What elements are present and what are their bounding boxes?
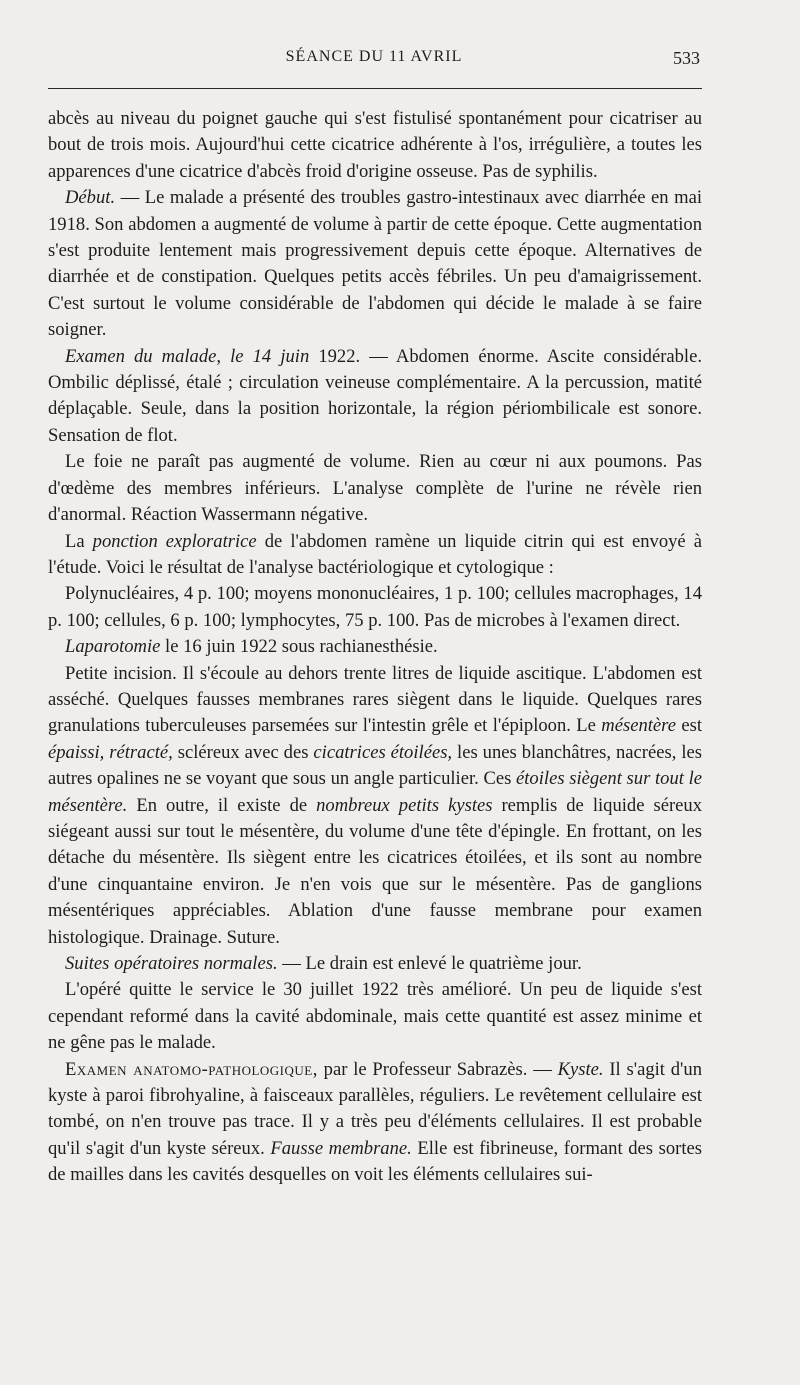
article-body bbox=[48, 106, 702, 1189]
paragraph-incision: Petite incision. Il s'écoule au dehors trente litres de liquide ascitique. L'abdomen est asséché. Quelques fausses membranes rares siègent dans le liquide. Quelques rares granulations tuberculeuses parsemées sur l'intestin grêle et l'épiploon. Le mésentère est épaissi, rétracté, scléreux avec des cicatrices étoilées, les unes blanchâtres, nacrées, les autres opalines ne se voyant que sous un angle particulier. Ces étoiles siègent sur tout le mésentère. En outre, il existe de nombreux petits kystes remplis de liquide séreux siégeant aussi sur tout le mésentère, du volume d'une tête d'épingle. En frottant, on les détache du mésentère. Ils siègent entre les cicatrices étoilées, et ils sont au nombre d'une cinquantaine environ. Je n'en vois que sur le mésentère. Pas de ganglions mésentériques appréciables. Ablation d'une fausse membrane pour examen histologique. Drainage. Suture. bbox=[48, 662, 702, 948]
paragraph-anatomo-pathologique: Examen anatomo-pathologique, par le Professeur Sabrazès. — Kyste. Il s'agit d'un kyste à paroi fibrohyaline, à faisceaux parallèles, réguliers. Le revêtement cellulaire est tombé, on n'en trouve pas trace. Il y a très peu d'éléments cellulaires. Il est probable qu'il s'agit d'un kyste séreux. Fausse membrane. Elle est fibrineuse, formant des sortes de mailles dans les cavités desquelles on voit les éléments cellulaires sui- bbox=[48, 1058, 703, 1186]
paragraph-suites: Suites opératoires normales. — Le drain est enlevé le quatrième jour. bbox=[65, 953, 582, 974]
paragraph-foie: Le foie ne paraît pas augmenté de volume. Rien au cœur ni aux poumons. Pas d'œdème des membres inférieurs. L'analyse complète de l'urine ne révèle rien d'anormal. Réaction Wassermann négative. bbox=[48, 451, 702, 526]
paragraph-debut: Début. — Le malade a présenté des troubles gastro-intestinaux avec diarrhée en mai 1918. Son abdomen a augmenté de volume à partir de cette époque. Cette augmentation s'est produite lentement mais progressivement depuis cette époque. Alternatives de diarrhée et de constipation. Quelques petits accès fébriles. Un peu d'amaigrissement. C'est surtout le volume considérable de l'abdomen qui décide le malade à se faire soigner. bbox=[48, 187, 702, 341]
paragraph-cytologie: Polynucléaires, 4 p. 100; moyens mononucléaires, 1 p. 100; cellules macrophages, 14 p. 100; cellules, 6 p. 100; lymphocytes, 75 p. 100. Pas de microbes à l'examen direct. bbox=[48, 583, 702, 631]
paragraph-sortie: L'opéré quitte le service le 30 juillet 1922 très amélioré. Un peu de liquide s'est cependant reformé dans la cavité abdominale, mais cette quantité est assez minime et ne gêne pas le malade. bbox=[48, 979, 702, 1054]
paragraph-ponction: La ponction exploratrice de l'abdomen ramène un liquide citrin qui est envoyé à l'étude. Voici le résultat de l'analyse bactériologique et cytologique : bbox=[48, 530, 702, 578]
running-title: SÉANCE DU 11 AVRIL bbox=[285, 48, 463, 65]
paragraph-continuation: abcès au niveau du poignet gauche qui s'est fistulisé spontanément pour cicatriser au bout de trois mois. Aujourd'hui cette cicatrice adhérente à l'os, irrégulière, a toutes les apparences d'une cicatrice d'abcès froid d'origine osseuse. Pas de syphilis. bbox=[48, 108, 702, 182]
page-number: 533 bbox=[673, 48, 700, 68]
header-rule bbox=[48, 88, 702, 89]
paragraph-examen: Examen du malade, le 14 juin 1922. — Abdomen énorme. Ascite considérable. Ombilic déplissé, étalé ; circulation veineuse complémentaire. A la percussion, matité déplaçable. Seule, dans la position horizontale, la région périombilicale est sonore. Sensation de flot. bbox=[48, 345, 703, 446]
paragraph-laparotomie: Laparotomie le 16 juin 1922 sous rachianesthésie. bbox=[65, 636, 438, 658]
page-header bbox=[48, 44, 700, 74]
